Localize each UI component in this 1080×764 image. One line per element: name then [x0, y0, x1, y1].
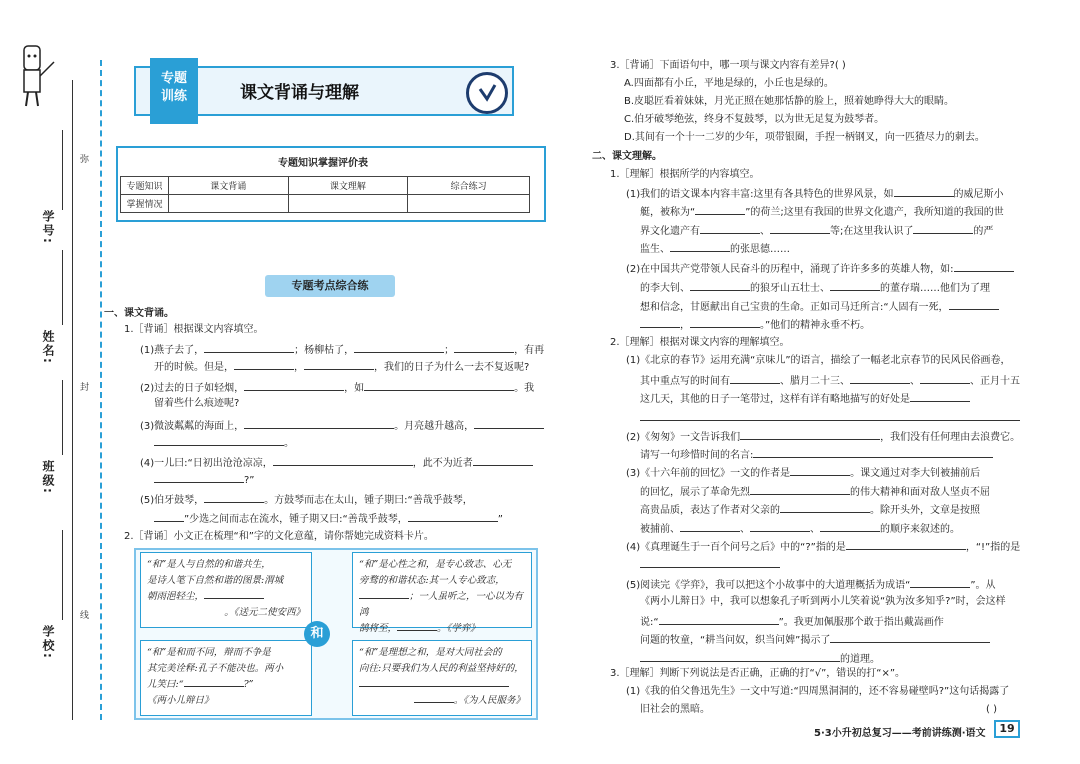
- r1-1-line3: 界文化遗产有 、 等;在这里我认识了 的严: [640, 226, 994, 237]
- quote-card-2: “和”是心性之和，是专心致志、心无 旁骛的和谐状态:其一人专心致志， ；一人虽听之，一心以为有鸿 鹄将至， 。《学弈》: [352, 552, 532, 628]
- answer-blank[interactable]: [304, 360, 374, 370]
- q3-option-d[interactable]: D.其间有一个十一二岁的少年，项带银圈，手捏一柄钢叉，向一匹猹尽力的刺去。: [624, 132, 985, 143]
- r2-1-line1: (1)《北京的春节》运用充满“京味儿”的语言，描绘了一幅老北京春节的民风民俗画卷，: [626, 355, 1011, 366]
- answer-blank[interactable]: [204, 343, 294, 353]
- r2-4-line2: [640, 558, 780, 572]
- class-line[interactable]: [62, 380, 63, 455]
- r3-1-line1: (1)《我的伯父鲁迅先生》一文中写道:“四周黑洞洞的，还不容易碰壁吗?”这句话揭露了: [626, 686, 1010, 697]
- q1-1-line2: 开的时候。但是， ， ，我们的日子为什么一去不复返呢?: [154, 362, 530, 373]
- q1-4-line2: ?”: [154, 473, 255, 487]
- r3-stem: 3.［理解］判断下列说法是否正确，正确的打“√”，错误的打“×”。: [610, 668, 906, 679]
- section-ribbon: 专题考点综合练: [265, 275, 395, 297]
- q1-3-line2: 。: [154, 436, 294, 450]
- answer-blank[interactable]: [154, 436, 284, 446]
- footer-text: 5·3小升初总复习——考前讲练测·语文: [814, 728, 986, 739]
- r2-5-line1: (5)阅读完《学弈》，我可以把这个小故事中的大道理概括为成语“ ”。从: [626, 580, 996, 591]
- answer-blank[interactable]: [154, 512, 184, 522]
- table-cell: 专题知识: [121, 177, 169, 195]
- q1-5-line1: (5)伯牙鼓琴， 。方鼓琴而志在太山，锺子期曰:“善哉乎鼓琴，: [140, 495, 473, 506]
- table-cell: 综合练习: [408, 177, 530, 195]
- eval-table: [120, 176, 530, 213]
- answer-blank[interactable]: [204, 589, 264, 599]
- seal-mi: 弥: [80, 155, 90, 165]
- answer-blank[interactable]: [850, 374, 910, 384]
- student-no-label: 学号:: [41, 210, 55, 245]
- r2-3-line4: 被捕前、 、 、 的顺序来叙述的。: [640, 524, 960, 535]
- answer-blank[interactable]: [830, 281, 880, 291]
- answer-blank[interactable]: [910, 392, 970, 402]
- eval-table-caption: 专题知识掌握评价表: [278, 158, 368, 169]
- answer-blank[interactable]: [354, 343, 444, 353]
- answer-blank[interactable]: [408, 512, 498, 522]
- r2-stem: 2.［理解］根据对课文内容的理解填空。: [610, 337, 790, 348]
- r1-1-line1: (1)我们的语文课本内容丰富:这里有各具特色的世界风景，如 的威尼斯小: [626, 189, 1004, 200]
- q3-option-b[interactable]: B.皮聪匠看着妹妹，月光正照在她那恬静的脸上，照着她睁得大大的眼睛。: [624, 96, 955, 107]
- name-line[interactable]: [62, 250, 63, 325]
- answer-blank[interactable]: [695, 205, 745, 215]
- q1-4-line1: (4)一儿曰:“日初出沧沧凉凉， ，此不为近者: [140, 456, 533, 470]
- answer-blank[interactable]: [910, 578, 970, 588]
- r2-3-line3: 高贵品质，表达了作者对父亲的 。除开头外，文章是按照: [640, 505, 980, 516]
- r2-5-line5: 的道理。: [640, 652, 880, 666]
- r2-1-line2: 其中重点写的时间有 、腊月二十三、 、 、正月十五: [640, 376, 1020, 387]
- page-title: 课文背诵与理解: [240, 83, 359, 103]
- answer-blank[interactable]: [690, 318, 760, 328]
- r1-2-line1: (2)在中国共产党带领人民奋斗的历程中，涌现了许许多多的英雄人物，如:: [626, 262, 1014, 276]
- mascot-figure: [10, 40, 60, 110]
- answer-blank[interactable]: [753, 448, 993, 458]
- table-cell: 掌握情况: [121, 195, 169, 213]
- answer-blank[interactable]: [640, 558, 780, 568]
- r1-1-line2: 艇，被称为“ ”的荷兰;这里有我国的世界文化遗产，我所知道的我国的世: [640, 207, 1004, 218]
- binding-dashed-line: [100, 60, 102, 720]
- q1-3-line1: (3)微波粼粼的海面上， 。月亮越升越高，: [140, 419, 544, 433]
- q1-stem: 1.［背诵］根据课文内容填空。: [124, 324, 264, 335]
- topic-badge: [150, 58, 198, 124]
- q1-2-line1: (2)过去的日子如轻烟， ，如 。我: [140, 383, 535, 394]
- q1-1-line1: (1)燕子去了， ；杨柳枯了， ； ，有再: [140, 345, 545, 356]
- r1-2-line2: 的李大钊、 的狼牙山五壮士、 的董存瑞……他们为了理: [640, 283, 990, 294]
- answer-blank[interactable]: [894, 187, 954, 197]
- r2-5-line4: 问题的牧童，“耕当问奴，织当问婢”揭示了: [640, 633, 990, 647]
- answer-blank[interactable]: [730, 374, 780, 384]
- q3-stem: 3.［背诵］下面语句中，哪一项与课文内容有差异?( ): [610, 60, 846, 71]
- answer-blank[interactable]: [780, 503, 870, 513]
- answer-blank[interactable]: [244, 381, 344, 391]
- name-label: 姓名:: [41, 330, 55, 365]
- r2-1-line4: [640, 411, 1020, 425]
- r2-3-line1: (3)《十六年前的回忆》一文的作者是 。课文通过对李大钊被捕前后: [626, 468, 981, 479]
- q1-2-line2: 留着些什么痕迹呢?: [154, 398, 240, 409]
- answer-blank[interactable]: [750, 522, 810, 532]
- page-number: 19: [994, 720, 1020, 738]
- section-2-heading: 二、课文理解。: [592, 151, 662, 162]
- clock-icon: [466, 72, 508, 114]
- table-cell-input[interactable]: [288, 195, 408, 213]
- answer-blank[interactable]: [659, 615, 779, 625]
- answer-blank[interactable]: [690, 281, 750, 291]
- school-line[interactable]: [62, 530, 63, 620]
- q2-stem: 2.［背诵］小文正在梳理“和”字的文化意蕴，请你帮她完成资料卡片。: [124, 531, 434, 542]
- r2-2-line2: 请写一句珍惜时间的名言:: [640, 448, 993, 462]
- answer-blank[interactable]: [474, 419, 544, 429]
- r2-4-line1: (4)《真理诞生于一百个问号之后》中的“?”指的是 ，“!”指的是: [626, 542, 1021, 553]
- badge-bottom: 训练: [160, 89, 187, 104]
- answer-blank[interactable]: [359, 589, 409, 599]
- answer-blank[interactable]: [670, 242, 730, 252]
- class-label: 班级:: [41, 460, 55, 495]
- seal-feng: 封: [80, 383, 90, 393]
- school-label: 学校:: [41, 625, 55, 660]
- table-row: [121, 195, 530, 213]
- answer-blank[interactable]: [364, 381, 514, 391]
- r1-2-line3: 想和信念，甘愿献出自己宝贵的生命。正如司马迁所言:“人固有一死，: [640, 300, 999, 314]
- section-1-heading: 一、课文背诵。: [104, 308, 174, 319]
- answer-blank[interactable]: [954, 262, 1014, 272]
- badge-top: 专题: [160, 71, 187, 86]
- answer-blank[interactable]: [273, 456, 413, 466]
- he-character-badge: 和: [304, 621, 330, 647]
- table-cell: 课文理解: [288, 177, 408, 195]
- q3-option-a[interactable]: A.四面都有小丘，平地是绿的，小丘也是绿的。: [624, 78, 834, 89]
- answer-blank[interactable]: [454, 343, 514, 353]
- answer-blank[interactable]: [790, 466, 850, 476]
- answer-blank[interactable]: [359, 677, 509, 687]
- answer-blank[interactable]: [244, 419, 394, 429]
- answer-blank[interactable]: [740, 430, 880, 440]
- answer-blank[interactable]: [846, 540, 966, 550]
- answer-blank[interactable]: [397, 621, 437, 631]
- answer-blank[interactable]: [770, 224, 830, 234]
- answer-blank[interactable]: [750, 485, 850, 495]
- answer-blank[interactable]: [680, 522, 740, 532]
- r2-2-line1: (2)《匆匆》一文告诉我们 ，我们没有任何理由去浪费它。: [626, 432, 1021, 443]
- q3-option-c[interactable]: C.伯牙破琴绝弦，终身不复鼓琴，以为世无足复为鼓琴者。: [624, 114, 885, 125]
- r2-1-line3: 这几天，其他的日子一笔带过，这样有详有略地描写的好处是: [640, 392, 970, 406]
- table-cell-input[interactable]: [408, 195, 530, 213]
- answer-blank[interactable]: [473, 456, 533, 466]
- answer-blank[interactable]: [414, 693, 454, 703]
- r1-2-line4: ， 。”他们的精神永垂不朽。: [640, 318, 870, 332]
- r2-5-line2: 《两小儿辩日》中，我可以想象孔子听到两小儿笑着说“孰为汝多知乎?”时，会这样: [640, 596, 1006, 607]
- answer-blank[interactable]: [830, 633, 990, 643]
- quote-card-1: “和”是人与自然的和谐共生， 是诗人笔下自然和谐的图景:渭城 朝雨浥轻尘， 。《送元二使安西》: [140, 552, 312, 628]
- q1-5-line2: ”少选之间而志在流水，锺子期又曰:“善哉乎鼓琴， ”: [154, 512, 503, 526]
- student-no-line[interactable]: [62, 130, 63, 210]
- answer-blank[interactable]: [640, 411, 1020, 421]
- table-cell: 课文背诵: [168, 177, 288, 195]
- r3-1-answer-paren[interactable]: ( ): [986, 704, 997, 715]
- answer-blank[interactable]: [920, 374, 970, 384]
- answer-blank[interactable]: [234, 360, 294, 370]
- answer-blank[interactable]: [184, 677, 244, 687]
- quote-card-3: “和”是和而不同，辩而不争是 其完美诠释:孔子不能决也。两小 儿笑曰:“ ?” 《两小儿辩日》: [140, 640, 312, 716]
- seal-xian: 线: [80, 611, 90, 621]
- r1-stem: 1.［理解］根据所学的内容填空。: [610, 169, 760, 180]
- answer-blank[interactable]: [820, 522, 880, 532]
- table-row: [121, 177, 530, 195]
- r2-3-line2: 的回忆，展示了革命先烈 的伟大精神和面对敌人坚贞不屈: [640, 487, 990, 498]
- answer-blank[interactable]: [913, 224, 973, 234]
- answer-blank[interactable]: [204, 493, 264, 503]
- answer-blank[interactable]: [640, 652, 840, 662]
- r3-1-line2: 旧社会的黑暗。: [640, 704, 710, 715]
- r1-1-line4: 监生、 的张思德……: [640, 244, 790, 255]
- r2-5-line3: 说:“ ”。我更加佩服那个敢于指出戴嵩画作: [640, 617, 944, 628]
- answer-blank[interactable]: [700, 224, 760, 234]
- answer-blank[interactable]: [949, 300, 999, 310]
- binding-solid-line: [72, 80, 73, 720]
- table-cell-input[interactable]: [168, 195, 288, 213]
- answer-blank[interactable]: [154, 473, 244, 483]
- quote-card-4: “和”是理想之和，是对大同社会的 向往:只要我们为人民的利益坚持好的， 。《为人民服务》: [352, 640, 532, 716]
- answer-blank[interactable]: [640, 318, 680, 328]
